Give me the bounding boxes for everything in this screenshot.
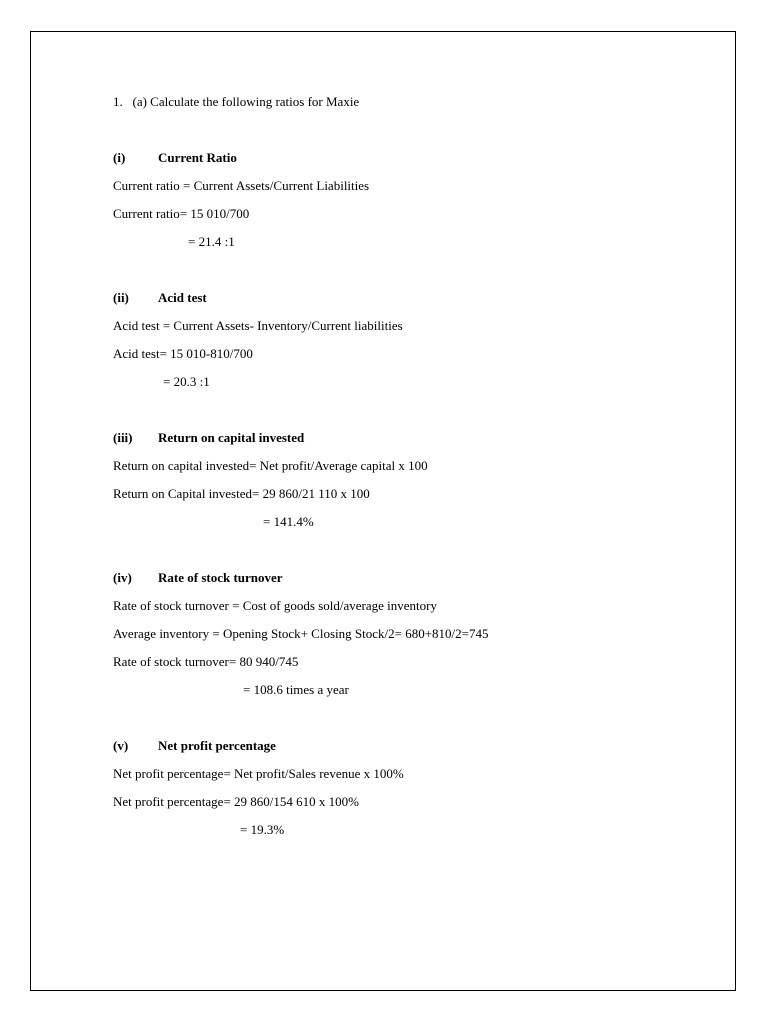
section-title: Net profit percentage: [158, 738, 276, 753]
section-title: Return on capital invested: [158, 430, 305, 445]
result-line: = 19.3%: [240, 822, 285, 837]
document-page: [30, 31, 736, 991]
formula-line: Acid test = Current Assets- Inventory/Current liabilities: [113, 318, 403, 333]
calculation-line: Acid test= 15 010-810/700: [113, 346, 253, 361]
section-title: Acid test: [158, 290, 207, 305]
section-number: (v): [113, 738, 129, 753]
section-title: Rate of stock turnover: [158, 570, 283, 585]
calculation-line: Current ratio= 15 010/700: [113, 206, 250, 221]
formula-line: Net profit percentage= Net profit/Sales revenue x 100%: [113, 766, 404, 781]
calculation-line: Rate of stock turnover= 80 940/745: [113, 654, 299, 669]
section-number: (iv): [113, 570, 132, 585]
section-title: Current Ratio: [158, 150, 237, 165]
formula-line: Rate of stock turnover = Cost of goods sold/average inventory: [113, 598, 437, 613]
section-heading-ii: [113, 290, 207, 306]
result-line: = 21.4 :1: [188, 234, 235, 249]
section-heading-iii: [113, 430, 304, 446]
section-number: (ii): [113, 290, 129, 305]
section-number: (iii): [113, 430, 133, 445]
result-line: = 141.4%: [263, 514, 314, 529]
section-number: (i): [113, 150, 126, 165]
question-intro: 1. (a) Calculate the following ratios for Maxie: [113, 94, 360, 109]
calculation-line: Return on Capital invested= 29 860/21 110 x 100: [113, 486, 370, 501]
average-inventory-line: Average inventory = Opening Stock+ Closing Stock/2= 680+810/2=745: [113, 626, 489, 641]
section-heading-iv: [113, 570, 283, 586]
result-line: = 108.6 times a year: [243, 682, 349, 697]
result-line: = 20.3 :1: [163, 374, 210, 389]
formula-line: Return on capital invested= Net profit/Average capital x 100: [113, 458, 428, 473]
section-heading-i: [113, 150, 237, 166]
section-heading-v: [113, 738, 276, 754]
formula-line: Current ratio = Current Assets/Current Liabilities: [113, 178, 370, 193]
calculation-line: Net profit percentage= 29 860/154 610 x 100%: [113, 794, 359, 809]
